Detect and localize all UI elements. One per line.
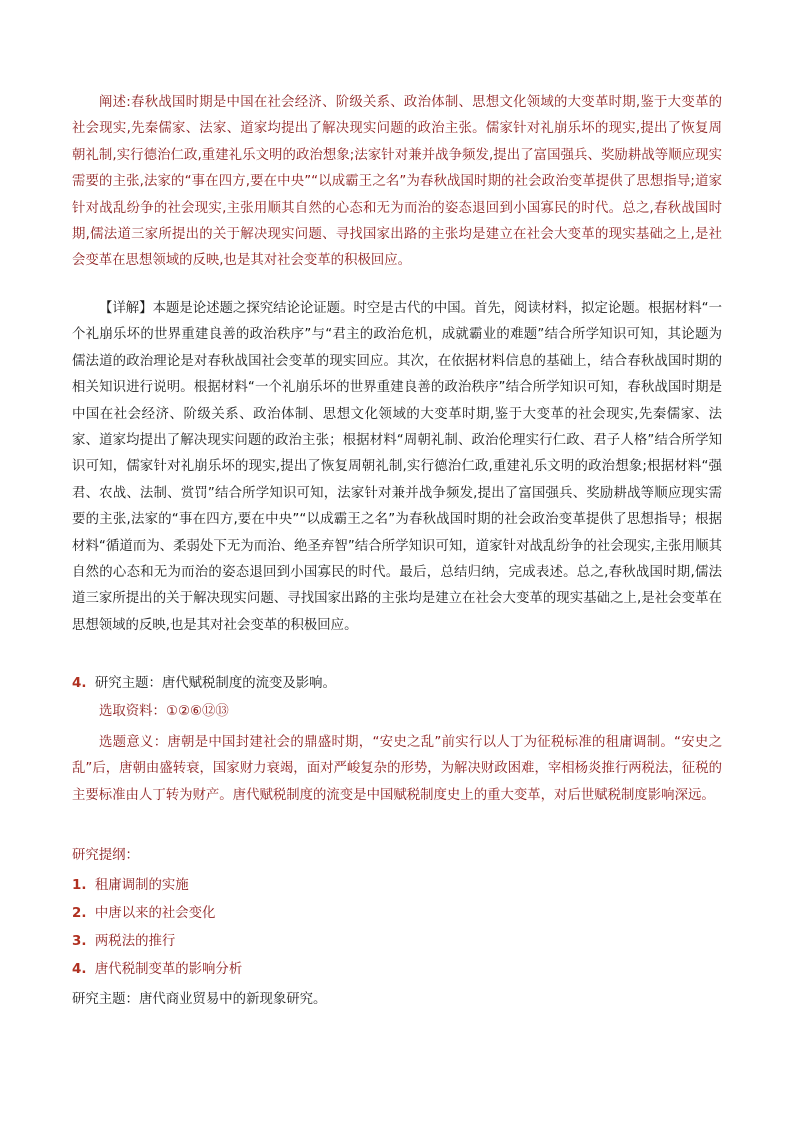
question-4-topic — [72, 672, 336, 696]
significance-paragraph: 选题意义：唐朝是中国封建社会的鼎盛时期，“安史之乱”前实行以人丁为征税标准的租庸调制。“安史之乱”后，唐朝由盛转衰，国家财力衰竭，面对严峻复杂的形势，为解决财政困难，宰相杨炎推行两税法，征税的主要标准由人丁转为财产。唐代赋税制度的流变是中国赋税制度史上的重大变革，对后世赋税制度影响深远。 — [72, 735, 722, 803]
answer-paragraph: 阐述:春秋战国时期是中国在社会经济、阶级关系、政治体制、思想文化领域的大变革时期,鉴于大变革的社会现实,先秦儒家、法家、道家均提出了解决现实问题的政治主张。儒家针对礼崩乐坏的现实,提出了恢复周朝礼制,实行德治仁政,重建礼乐文明的政治想象;法家针对兼并战争频发,提出了富国强兵、奖励耕战等顺应现实需要的主张,法家的“事在四方,要在中央”“以成霸王之名”为春秋战国时期的社会政治变革提供了思想指导;道家针对战乱纷争的社会现实,主张用顺其自然的心态和无为而治的姿态退回到小国寡民的时代。总之,春秋战国时期,儒法道三家所提出的关于解决现实问题、寻找国家出路的主张均是建立在社会大变革的现实基础之上,是社会变革在思想领域的反映,也是其对社会变革的积极回应。 — [72, 95, 722, 269]
explanation-label: 【详解】 — [99, 301, 153, 316]
outline-item: 4. 唐代税制变革的影响分析 — [72, 962, 243, 977]
question-topic-text: 研究主题：唐代赋税制度的流变及影响。 — [94, 676, 336, 691]
question-number: 4. — [72, 676, 87, 691]
outline-title: 研究提纲： — [72, 848, 139, 863]
outline-item: 1. 租庸调制的实施 — [72, 878, 189, 893]
explanation-paragraph — [72, 296, 722, 639]
explanation-text: 本题是论述题之探究结论论证题。时空是古代的中国。首先，阅读材料，拟定论题。根据材料“一个礼崩乐坏的世界重建良善的政治秩序”与“君主的政治危机，成就霸业的难题”结合所学知识可知，其论题为儒法道的政治理论是对春秋战国社会变革的现实回应。其次，在依据材料信息的基础上，结合春秋战国时期的相关知识进行说明。根据材料“一个礼崩乐坏的世界重建良善的政治秩序”结合所学知识可知，春秋战国时期是中国在社会经济、阶级关系、政治体制、思想文化领域的大变革时期,鉴于大变革的社会现实,先秦儒家、法家、道家均提出了解决现实问题的政治主张；根据材料“周朝礼制、政治伦理实行仁政、君子人格”结合所学知识可知，儒家针对礼崩乐坏的现实,提出了恢复周朝礼制,实行德治仁政,重建礼乐文明的政治想象;根据材料“强君、农战、法制、赏罚”结合所学知识可知，法家针对兼并战争频发,提出了富国强兵、奖励耕战等顺应现实需要的主张,法家的“事在四方,要在中央”“以成霸王之名”为春秋战国时期的社会政治变革提供了思想指导；根据材料“循道而为、柔弱处下无为而治、绝圣弃智”结合所学知识可知，道家针对战乱纷争的社会现实,主张用顺其自然的心态和无为而治的姿态退回到小国寡民的时代。最后，总结归纳，完成表述。总之,春秋战国时期,儒法道三家所提出的关于解决现实问题、寻找国家出路的主张均是建立在社会大变革的现实基础之上,是社会变革在思想领域的反映,也是其对社会变革的积极回应。 — [72, 301, 723, 633]
outline-item: 3. 两税法的推行 — [72, 934, 176, 949]
next-research-topic: 研究主题：唐代商业贸易中的新现象研究。 — [72, 992, 327, 1007]
selected-materials-value: ①②⑥⑫⑬ — [165, 704, 229, 719]
selected-materials — [99, 700, 229, 724]
selected-materials-label: 选取资料： — [99, 704, 166, 719]
outline-item: 2. 中唐以来的社会变化 — [72, 906, 216, 921]
